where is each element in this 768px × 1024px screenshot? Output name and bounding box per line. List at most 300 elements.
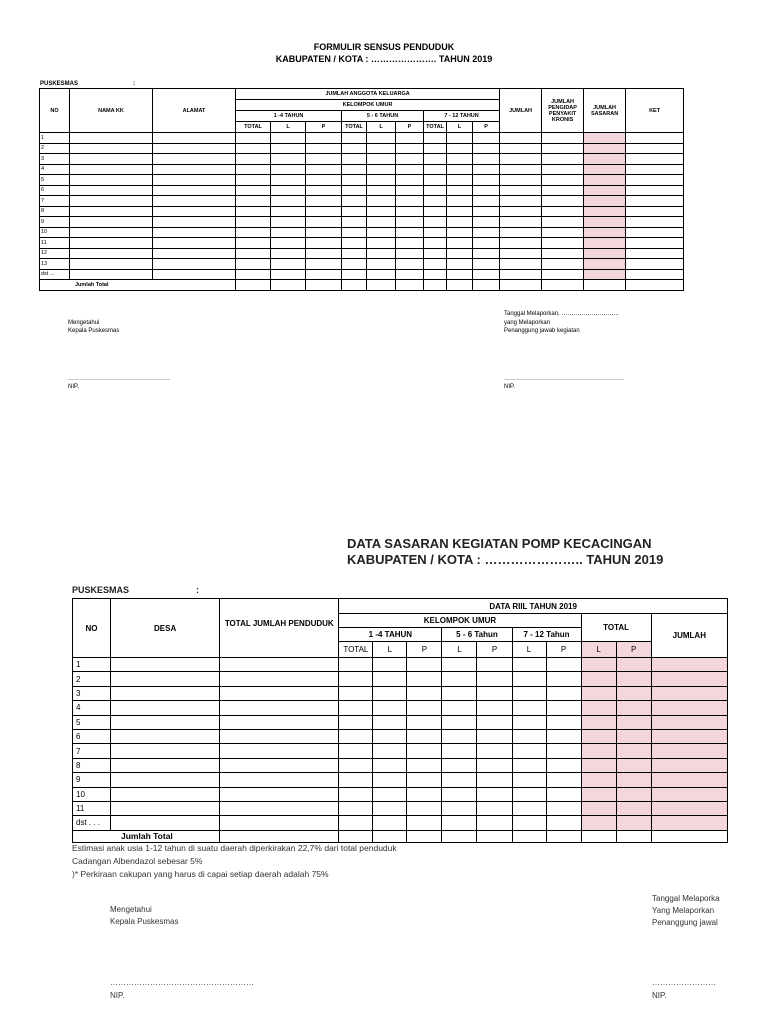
table-cell <box>407 773 442 787</box>
table-cell <box>581 672 616 686</box>
form1-left-sig-1: Mengetahui <box>68 320 100 326</box>
table-cell <box>626 217 684 228</box>
table-cell <box>584 206 626 217</box>
table-cell <box>111 701 220 715</box>
row-number: 2 <box>40 143 70 154</box>
table-cell <box>306 133 342 144</box>
table-cell <box>407 787 442 801</box>
table-cell <box>424 143 447 154</box>
form1-left-sig-nip: NIP. <box>68 384 79 390</box>
row-number: 7 <box>40 196 70 207</box>
table-cell <box>220 672 339 686</box>
table-cell <box>473 217 500 228</box>
table-cell <box>500 143 542 154</box>
table-cell <box>581 744 616 758</box>
header-jumlah-sasaran: JUMLAH SASARAN <box>584 89 626 133</box>
table-cell <box>542 227 584 238</box>
table-cell <box>396 259 424 270</box>
table-cell <box>500 175 542 186</box>
header-no: NO <box>40 89 70 133</box>
table-cell <box>271 185 306 196</box>
row-number: 3 <box>73 686 111 700</box>
table-row <box>40 248 684 259</box>
table-cell <box>651 816 727 830</box>
table-cell <box>424 238 447 249</box>
table-cell <box>542 154 584 165</box>
table-cell <box>306 259 342 270</box>
table-cell <box>473 238 500 249</box>
table-cell <box>424 217 447 228</box>
table-cell <box>626 248 684 259</box>
table-cell <box>424 248 447 259</box>
table-cell <box>477 686 512 700</box>
header-ket: KET <box>626 89 684 133</box>
form2-subtitle: KABUPATEN / KOTA : ………………….. TAHUN 2019 <box>347 552 664 567</box>
header-p: P <box>396 122 424 133</box>
table-cell <box>546 773 581 787</box>
table-cell <box>373 658 407 672</box>
table-cell <box>236 133 271 144</box>
table-cell <box>373 787 407 801</box>
table-cell <box>306 238 342 249</box>
table-cell <box>339 744 373 758</box>
table-cell <box>442 701 477 715</box>
row-number: 4 <box>40 164 70 175</box>
table-cell <box>477 658 512 672</box>
table-cell <box>447 217 473 228</box>
table-cell <box>546 658 581 672</box>
table-cell <box>236 164 271 175</box>
header-total: TOTAL <box>424 122 447 133</box>
table-cell <box>367 185 396 196</box>
table-cell <box>477 787 512 801</box>
table-cell <box>271 269 306 280</box>
table-cell <box>424 227 447 238</box>
table-cell <box>542 196 584 207</box>
header-l: L <box>442 642 477 658</box>
table-cell <box>236 238 271 249</box>
table-cell <box>236 269 271 280</box>
table-cell <box>447 269 473 280</box>
header-total: TOTAL <box>339 642 373 658</box>
table-cell <box>500 185 542 196</box>
table-cell <box>473 206 500 217</box>
table-cell <box>512 715 546 729</box>
table-cell <box>477 773 512 787</box>
table-row <box>73 816 728 830</box>
row-number: 1 <box>40 133 70 144</box>
table-cell <box>651 758 727 772</box>
header-age-5-6: 5 - 6 Tahun <box>442 628 512 642</box>
table-cell <box>111 758 220 772</box>
table-cell <box>473 196 500 207</box>
header-l: L <box>447 122 473 133</box>
table-cell <box>373 816 407 830</box>
form2-puskesmas-label: PUSKESMAS <box>72 585 130 595</box>
table-cell <box>542 175 584 186</box>
table-cell <box>396 227 424 238</box>
table-cell <box>542 217 584 228</box>
table-row <box>40 196 684 207</box>
table-cell <box>70 154 153 165</box>
table-cell <box>70 248 153 259</box>
table-cell <box>220 758 339 772</box>
table-cell <box>220 773 339 787</box>
table-cell <box>153 217 236 228</box>
table-row <box>40 175 684 186</box>
table-cell <box>626 259 684 270</box>
table-cell <box>271 196 306 207</box>
census-table <box>39 88 684 291</box>
table-cell <box>512 658 546 672</box>
table-cell <box>500 227 542 238</box>
table-cell <box>442 729 477 743</box>
table-cell <box>236 175 271 186</box>
table-cell <box>70 185 153 196</box>
note-cakupan: )* Perkiraan cakupan yang harus di capai setiap daerah adalah 75% <box>72 869 329 879</box>
table-cell <box>442 658 477 672</box>
table-cell <box>236 154 271 165</box>
table-cell <box>367 269 396 280</box>
table-cell <box>473 259 500 270</box>
table-cell <box>367 248 396 259</box>
table-cell <box>424 154 447 165</box>
table-cell <box>342 164 367 175</box>
row-number: 9 <box>40 217 70 228</box>
table-cell <box>584 217 626 228</box>
table-cell <box>396 217 424 228</box>
table-cell <box>424 133 447 144</box>
table-cell <box>581 658 616 672</box>
table-cell <box>111 672 220 686</box>
table-cell <box>626 196 684 207</box>
table-cell <box>70 217 153 228</box>
table-cell <box>542 206 584 217</box>
table-cell <box>477 715 512 729</box>
table-cell <box>111 658 220 672</box>
table-cell <box>373 758 407 772</box>
table-cell <box>584 185 626 196</box>
header-jumlah: JUMLAH <box>500 89 542 133</box>
table-cell <box>367 133 396 144</box>
table-cell <box>396 269 424 280</box>
table-row <box>40 259 684 270</box>
table-cell <box>367 164 396 175</box>
table-cell <box>500 206 542 217</box>
table-cell <box>500 248 542 259</box>
table-cell <box>447 185 473 196</box>
table-cell <box>512 701 546 715</box>
row-number: 5 <box>73 715 111 729</box>
table-cell <box>442 672 477 686</box>
table-cell <box>500 196 542 207</box>
table-cell <box>447 196 473 207</box>
table-cell <box>542 269 584 280</box>
table-cell <box>153 248 236 259</box>
table-cell <box>626 154 684 165</box>
table-row <box>73 729 728 743</box>
table-cell <box>373 715 407 729</box>
table-row <box>73 672 728 686</box>
header-nama-kk: NAMA KK <box>70 89 153 133</box>
table-cell <box>70 206 153 217</box>
table-cell <box>396 164 424 175</box>
table-cell <box>581 787 616 801</box>
table-cell <box>442 686 477 700</box>
table-cell <box>473 248 500 259</box>
table-cell <box>581 758 616 772</box>
table-cell <box>477 729 512 743</box>
table-cell <box>407 672 442 686</box>
header-l: L <box>373 642 407 658</box>
table-cell <box>236 143 271 154</box>
table-cell <box>153 259 236 270</box>
table-cell <box>616 787 651 801</box>
table-cell <box>512 787 546 801</box>
table-cell <box>616 758 651 772</box>
table-cell <box>339 729 373 743</box>
table-cell <box>447 154 473 165</box>
row-number: 9 <box>73 773 111 787</box>
table-cell <box>584 269 626 280</box>
table-cell <box>581 701 616 715</box>
table-cell <box>306 196 342 207</box>
table-cell <box>339 672 373 686</box>
table-cell <box>153 238 236 249</box>
form2-right-sig-1: Yang Melaporkan <box>652 906 715 915</box>
table-cell <box>626 238 684 249</box>
table-row <box>40 185 684 196</box>
table-cell <box>584 164 626 175</box>
table-cell <box>70 175 153 186</box>
table-cell <box>342 259 367 270</box>
table-cell <box>271 164 306 175</box>
header-p: P <box>473 122 500 133</box>
form1-title: FORMULIR SENSUS PENDUDUK <box>313 42 455 52</box>
table-cell <box>473 175 500 186</box>
header-age-7-12: 7 - 12 TAHUN <box>424 111 500 122</box>
table-cell <box>153 206 236 217</box>
table-cell <box>367 217 396 228</box>
table-cell <box>271 143 306 154</box>
table-cell <box>447 238 473 249</box>
form2-right-sig-nip: NIP. <box>652 991 667 1000</box>
table-cell <box>407 686 442 700</box>
table-cell <box>616 686 651 700</box>
form1-left-sig-dots: …………………………………………… <box>68 376 170 382</box>
table-cell <box>616 729 651 743</box>
table-cell <box>111 729 220 743</box>
table-cell <box>477 816 512 830</box>
table-cell <box>306 164 342 175</box>
table-cell <box>373 729 407 743</box>
table-row <box>73 758 728 772</box>
table-cell <box>626 143 684 154</box>
table-row <box>73 744 728 758</box>
table-cell <box>339 773 373 787</box>
table-cell <box>271 175 306 186</box>
table-cell <box>584 248 626 259</box>
table-cell <box>424 196 447 207</box>
table-cell <box>111 744 220 758</box>
table-cell <box>500 217 542 228</box>
form2-right-sig-dots: …………………… <box>652 978 716 987</box>
table-cell <box>651 715 727 729</box>
table-cell <box>271 238 306 249</box>
table-cell <box>373 801 407 815</box>
table-cell <box>581 801 616 815</box>
table-cell <box>306 206 342 217</box>
table-cell <box>616 701 651 715</box>
table-cell <box>542 133 584 144</box>
row-number: 11 <box>40 238 70 249</box>
row-number: 8 <box>73 758 111 772</box>
table-cell <box>407 658 442 672</box>
form2-right-sig-2: Penanggung jawal <box>652 918 718 927</box>
table-cell <box>500 269 542 280</box>
table-row <box>40 164 684 175</box>
table-cell <box>342 217 367 228</box>
table-cell <box>546 701 581 715</box>
table-cell <box>153 133 236 144</box>
form2-left-sig-nip: NIP. <box>110 991 125 1000</box>
table-cell <box>367 154 396 165</box>
table-cell <box>271 248 306 259</box>
table-cell <box>396 143 424 154</box>
table-cell <box>407 744 442 758</box>
header-jumlah-pengidap: JUMLAH PENGIDAP PENYAKIT KRONIS <box>542 89 584 133</box>
table-cell <box>651 801 727 815</box>
table-cell <box>542 248 584 259</box>
table-cell <box>512 686 546 700</box>
table-row <box>73 686 728 700</box>
table-cell <box>220 686 339 700</box>
table-cell <box>396 238 424 249</box>
table-cell <box>373 672 407 686</box>
form1-subtitle: KABUPATEN / KOTA : …………………. TAHUN 2019 <box>275 54 493 64</box>
table-cell <box>70 164 153 175</box>
header-no: NO <box>73 599 111 658</box>
table-cell <box>477 801 512 815</box>
form2-left-sig-dots: ……………………………………………… <box>110 978 254 987</box>
row-number: 3 <box>40 154 70 165</box>
table-cell <box>339 787 373 801</box>
table-cell <box>396 248 424 259</box>
target-data-table <box>72 598 728 843</box>
table-cell <box>236 185 271 196</box>
table-cell <box>220 816 339 830</box>
header-total-jumlah-penduduk: TOTAL JUMLAH PENDUDUK <box>220 599 339 658</box>
header-jumlah-anggota: JUMLAH ANGGOTA KELUARGA <box>236 89 500 100</box>
table-cell <box>447 143 473 154</box>
table-cell <box>584 133 626 144</box>
table-cell <box>271 133 306 144</box>
table-cell <box>339 701 373 715</box>
table-cell <box>477 744 512 758</box>
table-cell <box>584 238 626 249</box>
table-cell <box>342 206 367 217</box>
table-cell <box>424 206 447 217</box>
table-cell <box>153 143 236 154</box>
table-cell <box>542 259 584 270</box>
table-cell <box>424 164 447 175</box>
table-cell <box>442 773 477 787</box>
table-cell <box>584 154 626 165</box>
table-cell <box>626 175 684 186</box>
table-row <box>73 701 728 715</box>
form2-left-sig-2: Kepala Puskesmas <box>110 917 179 926</box>
table-cell <box>500 259 542 270</box>
table-cell <box>473 133 500 144</box>
table-cell <box>616 715 651 729</box>
table-cell <box>546 801 581 815</box>
table-cell <box>651 787 727 801</box>
table-cell <box>512 773 546 787</box>
header-l: L <box>367 122 396 133</box>
table-row <box>40 217 684 228</box>
table-cell <box>626 227 684 238</box>
table-cell <box>153 154 236 165</box>
header-age-1-4: 1 -4 TAHUN <box>339 628 442 642</box>
table-cell <box>407 729 442 743</box>
header-desa: DESA <box>111 599 220 658</box>
table-cell <box>236 248 271 259</box>
table-cell <box>546 715 581 729</box>
table-cell <box>407 715 442 729</box>
table-cell <box>220 729 339 743</box>
header-p: P <box>546 642 581 658</box>
table-cell <box>424 175 447 186</box>
table-cell <box>626 269 684 280</box>
table-cell <box>236 196 271 207</box>
table-row <box>40 143 684 154</box>
form1-right-sig-dots: …………………………………………………… <box>504 376 624 382</box>
form1-right-sig-date: Tanggal Melaporkan, ……………………….. <box>504 311 619 317</box>
table-cell <box>512 801 546 815</box>
table-cell <box>500 164 542 175</box>
table-cell <box>442 715 477 729</box>
header-p: P <box>477 642 512 658</box>
table-cell <box>477 758 512 772</box>
row-number: dst . . . <box>73 816 111 830</box>
form1-right-sig-1: yang Melaporkan <box>504 320 551 326</box>
table-cell <box>546 686 581 700</box>
table-cell <box>512 672 546 686</box>
table-cell <box>584 227 626 238</box>
table-cell <box>542 185 584 196</box>
table-cell <box>546 672 581 686</box>
table-cell <box>70 269 153 280</box>
table-cell <box>584 196 626 207</box>
table-cell <box>512 729 546 743</box>
table-cell <box>473 269 500 280</box>
table-row <box>73 787 728 801</box>
table-cell <box>584 175 626 186</box>
table-cell <box>407 758 442 772</box>
table-cell <box>447 227 473 238</box>
table-cell <box>546 744 581 758</box>
table-cell <box>616 801 651 815</box>
table-cell <box>651 686 727 700</box>
table-cell <box>153 164 236 175</box>
total-row-label: Jumlah Total <box>40 280 236 291</box>
header-kelompok-umur: KELOMPOK UMUR <box>339 614 581 628</box>
table-cell <box>271 227 306 238</box>
table-cell <box>447 164 473 175</box>
table-cell <box>70 196 153 207</box>
header-age-1-4: 1 -4 TAHUN <box>236 111 342 122</box>
header-age-5-6: 5 - 6 TAHUN <box>342 111 424 122</box>
